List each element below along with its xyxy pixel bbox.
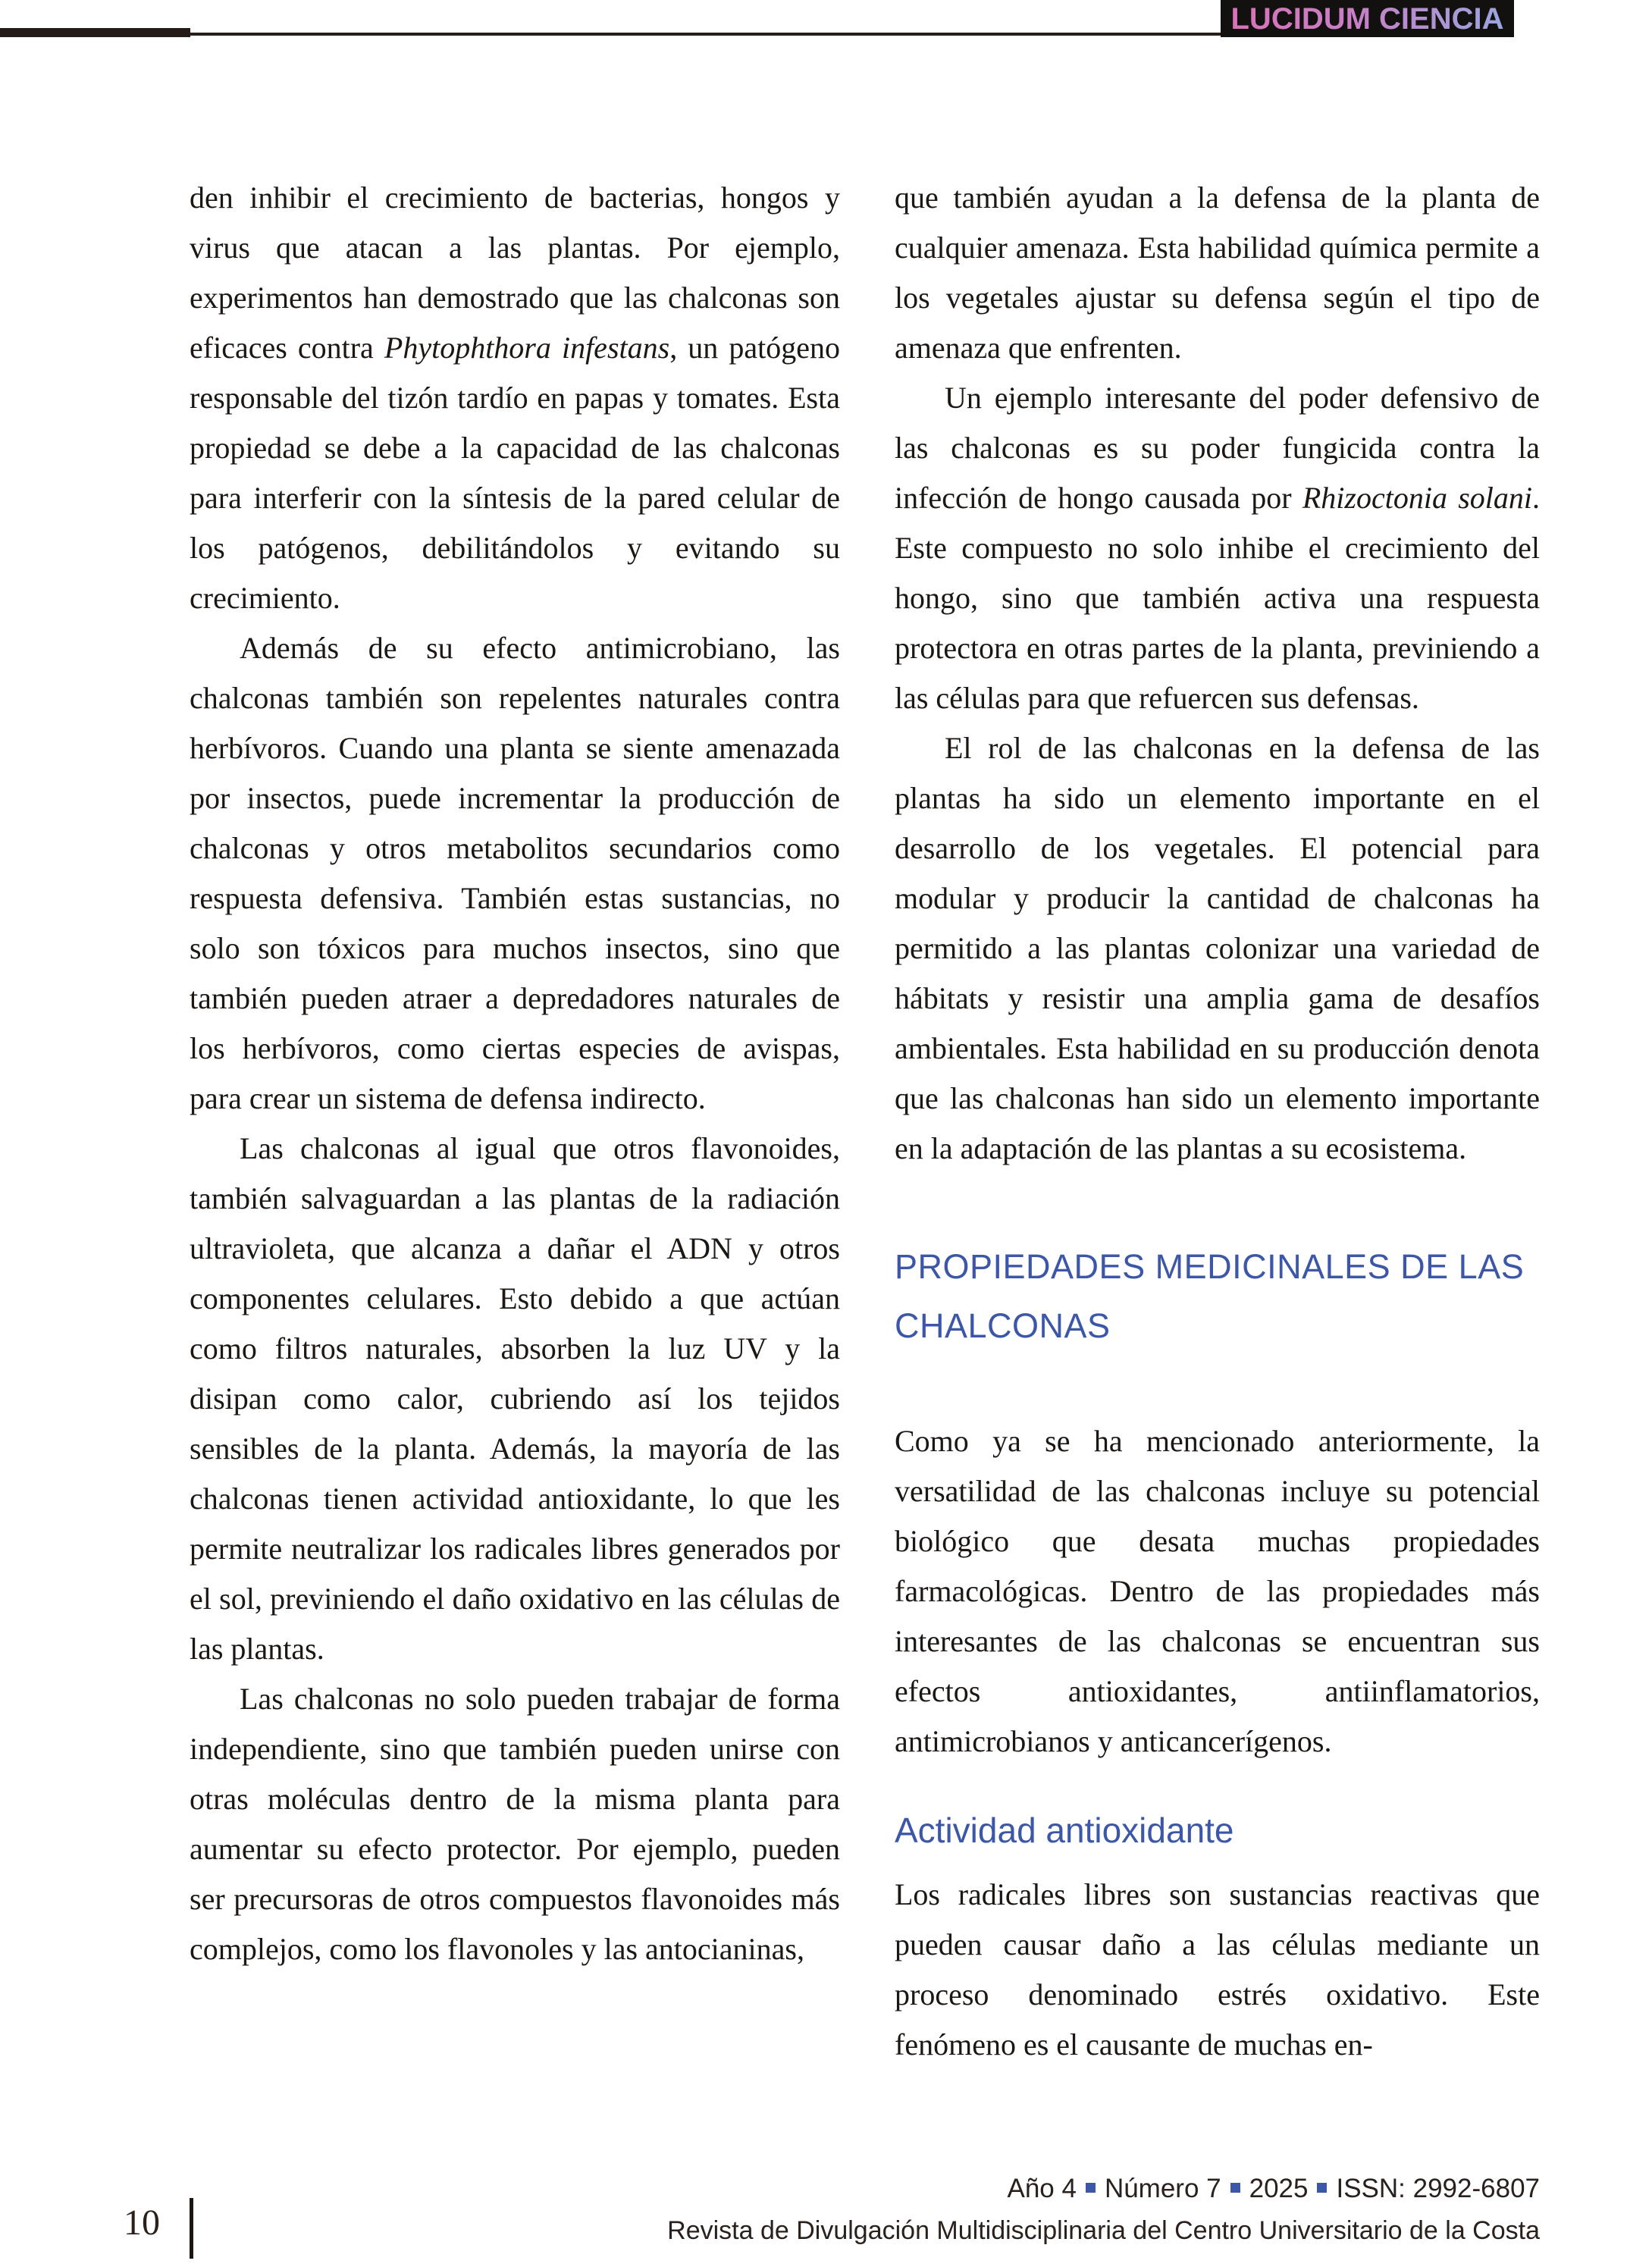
footer-issue-number: Número 7 (1104, 2174, 1221, 2203)
paragraph-plant-role (895, 723, 1540, 1174)
footer-edition-year: 2025 (1249, 2174, 1309, 2203)
footer-journal-name: Revista de Divulgación Multidisciplinaria del Centro Universitario de la Costa (667, 2216, 1540, 2245)
subsection-heading-antioxidant-activity: Actividad antioxidante (895, 1811, 1234, 1850)
text-run: , un patógeno responsable del tizón tardío en papas y tomates. Esta propiedad se debe a la capacidad de las chalconas para interferir con la síntesis de la pared celular de los patógenos, debilitándolos y evitando su crecimiento. (190, 331, 840, 615)
text-run: Como ya se ha mencionado anteriormente, la versatilidad de las chalconas incluye su potencial biológico que desata muchas propiedades farmacológicas. Dentro de las propiedades más interesantes de las chalconas se encuentran sus efectos antioxidantes, antiinflamatorios, antimicrobianos y anticancerígenos. (895, 1424, 1540, 1758)
text-run: El rol de las chalconas en la defensa de las plantas ha sido un elemento importante en el desarrollo de los vegetales. El potencial para modular y producir la cantidad de chalconas ha permitido a las plantas colonizar una variedad de hábitats y resistir una amplia gama de desafíos ambientales. Esta habilidad en su producción denota que las chalconas han sido un elemento importante en la adaptación de las plantas a su ecosistema. (895, 731, 1540, 1165)
header-rule-thick (0, 28, 190, 37)
species-name-italic: Rhizoctonia solani (1302, 481, 1533, 515)
page-number: 10 (124, 2203, 160, 2243)
text-run: . Este compuesto no solo inhibe el crecimiento del hongo, sino que también activa una respuesta protectora en otras partes de la planta, previniendo a las células para que refuercen sus defensas. (895, 481, 1540, 715)
text-run: den inhibir el crecimiento de bacterias, hongos y virus que atacan a las plantas. Por ejemplo, experimentos han demostrado que las chalconas son eficaces contra (190, 180, 840, 365)
left-column (190, 173, 840, 2144)
journal-badge-text: LUCIDUM CIENCIA (1230, 2, 1504, 36)
footer-year: Año 4 (1007, 2174, 1077, 2203)
text-run: Además de su efecto antimicrobiano, las chalconas también son repelentes naturales contra herbívoros. Cuando una planta se siente amenazada por insectos, puede incrementar la producción de chalconas y otros metabolitos secundarios como respuesta defensiva. También estas sustancias, no solo son tóxicos para muchos insectos, sino que también pueden atraer a depredadores naturales de los herbívoros, como ciertas especies de avispas, para crear un sistema de defensa indirecto. (190, 631, 840, 1115)
footer-separator-square (1317, 2183, 1327, 2193)
journal-badge (1221, 0, 1514, 37)
text-run: Los radicales libres son sustancias reactivas que pueden causar daño a las células mediante un proceso denominado estrés oxidativo. Este fenómeno es el causante de muchas en- (895, 1877, 1540, 2062)
species-name-italic: Phytophthora infestans (384, 331, 670, 365)
text-run: Un ejemplo interesante del poder defensivo de las chalconas es su poder fungicida contra la infección de hongo causada por (895, 381, 1540, 515)
footer-divider-bar (190, 2198, 193, 2259)
right-column (895, 173, 1540, 2144)
text-run: que también ayudan a la defensa de la planta de cualquier amenaza. Esta habilidad química permite a los vegetales ajustar su defensa según el tipo de amenaza que enfrenten. (895, 180, 1540, 365)
paragraph-fungicide (895, 373, 1540, 723)
text-run: Las chalconas al igual que otros flavonoides, también salvaguardan a las plantas de la radiación ultravioleta, que alcanza a dañar el ADN y otros componentes celulares. Esto debido a que actúan como filtros naturales, absorben la luz UV y la disipan como calor, cubriendo así los tejidos sensibles de la planta. Además, la mayoría de las chalconas tienen actividad antioxidante, lo que les permite neutralizar los radicales libres generados por el sol, previniendo el daño oxidativo en las células de las plantas. (190, 1131, 840, 1666)
paragraph-repellent (190, 623, 840, 1124)
footer-issue-info (1007, 2173, 1540, 2205)
text-run: Las chalconas no solo pueden trabajar de forma independiente, sino que también pueden unirse con otras moléculas dentro de la misma planta para aumentar su efecto protector. Por ejemplo, pueden ser precursoras de otros compuestos flavonoides más complejos, como los flavonoles y las antocianinas, (190, 1682, 840, 1966)
footer-issn: ISSN: 2992-6807 (1336, 2174, 1540, 2203)
paragraph-uv-protection (190, 1124, 840, 1674)
paragraph-antimicrobial (190, 173, 840, 623)
footer-separator-square (1230, 2183, 1240, 2193)
paragraph-free-radicals (895, 1870, 1540, 2070)
paragraph-precursors (190, 1674, 840, 1974)
paragraph-defense-continuation (895, 173, 1540, 373)
footer-separator-square (1086, 2183, 1096, 2193)
section-heading-medicinal-properties: PROPIEDADES MEDICINALES DE LAS CHALCONAS (895, 1247, 1525, 1345)
paragraph-pharmacology (895, 1416, 1540, 1767)
